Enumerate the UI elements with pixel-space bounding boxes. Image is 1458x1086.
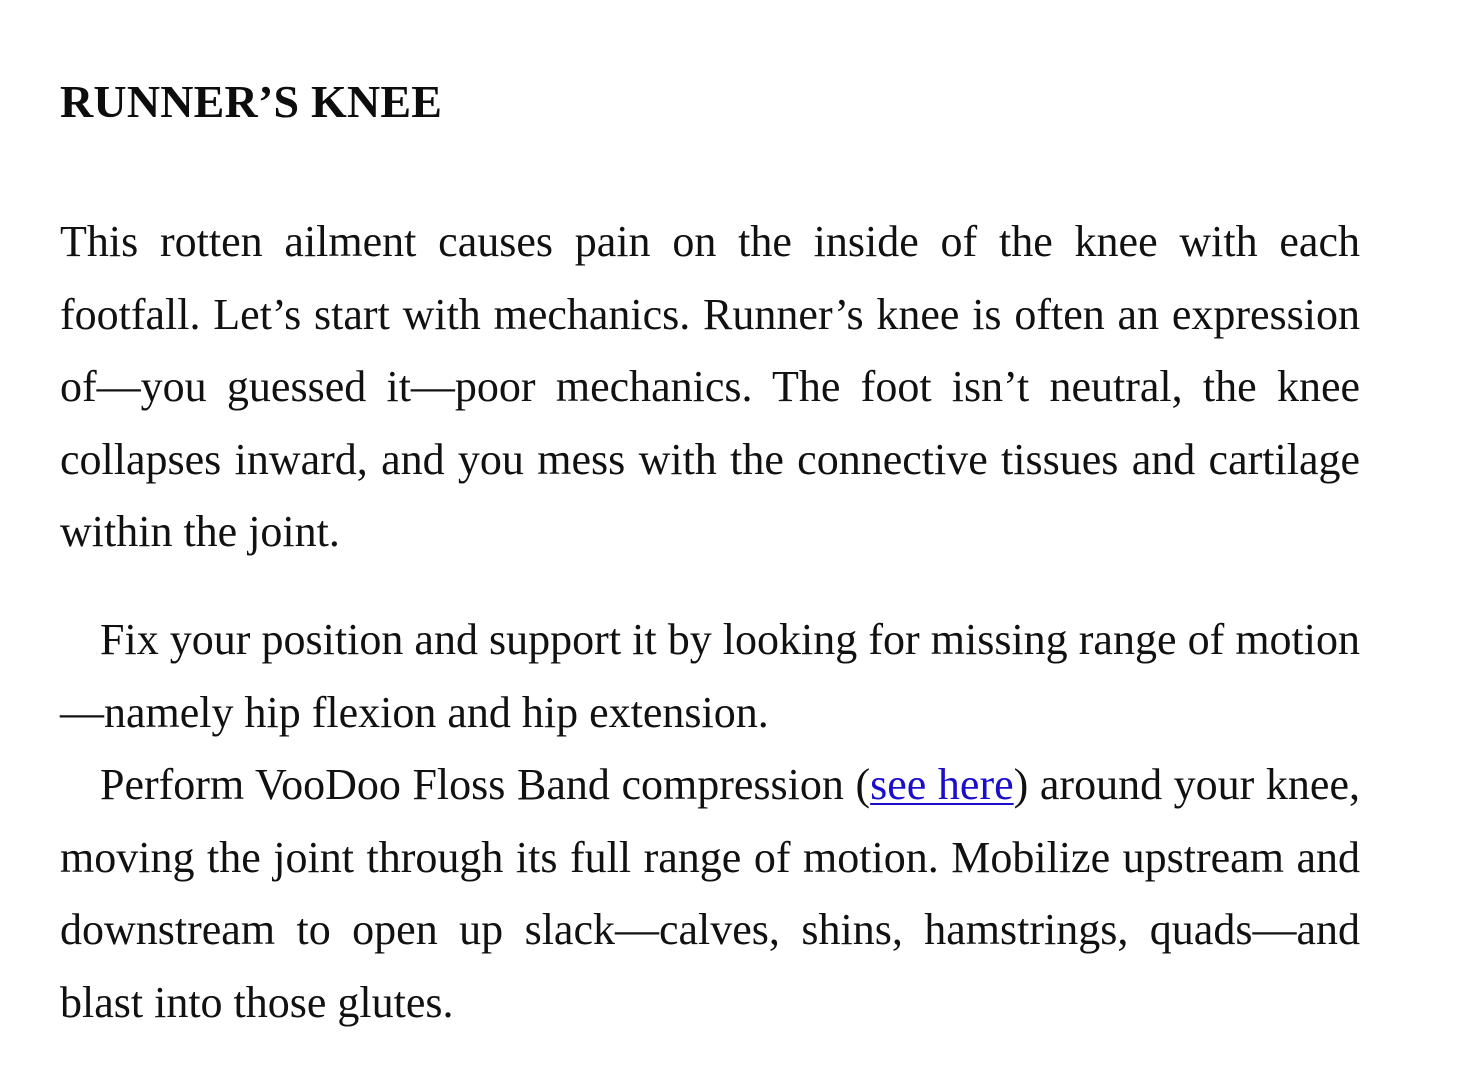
- paragraph-text-before-link: Perform VooDoo Floss Band compression (: [100, 760, 871, 809]
- paragraph-floss-band: [60, 749, 1360, 1039]
- paragraph-fix-position: Fix your position and support it by looking for missing range of motion—namely hip flexion and hip extension.: [60, 615, 1360, 737]
- see-here-link[interactable]: see here: [870, 760, 1014, 809]
- section-heading: RUNNER’S KNEE: [60, 76, 443, 127]
- paragraph-intro: This rotten ailment causes pain on the inside of the knee with each footfall. Let’s start with mechanics. Runner’s knee is often an expression of—you guessed it—poor mechanics. The foot isn’t neutral, the knee collapses inward, and you mess with the connective tissues and cartilage within the joint.: [60, 217, 1360, 556]
- paragraph-text-after-link: ) around your knee, moving the joint through its full range of motion. Mobilize upstream and downstream to open up slack—calves, shins, hamstrings, quads—and blast into those glutes.: [60, 760, 1360, 1027]
